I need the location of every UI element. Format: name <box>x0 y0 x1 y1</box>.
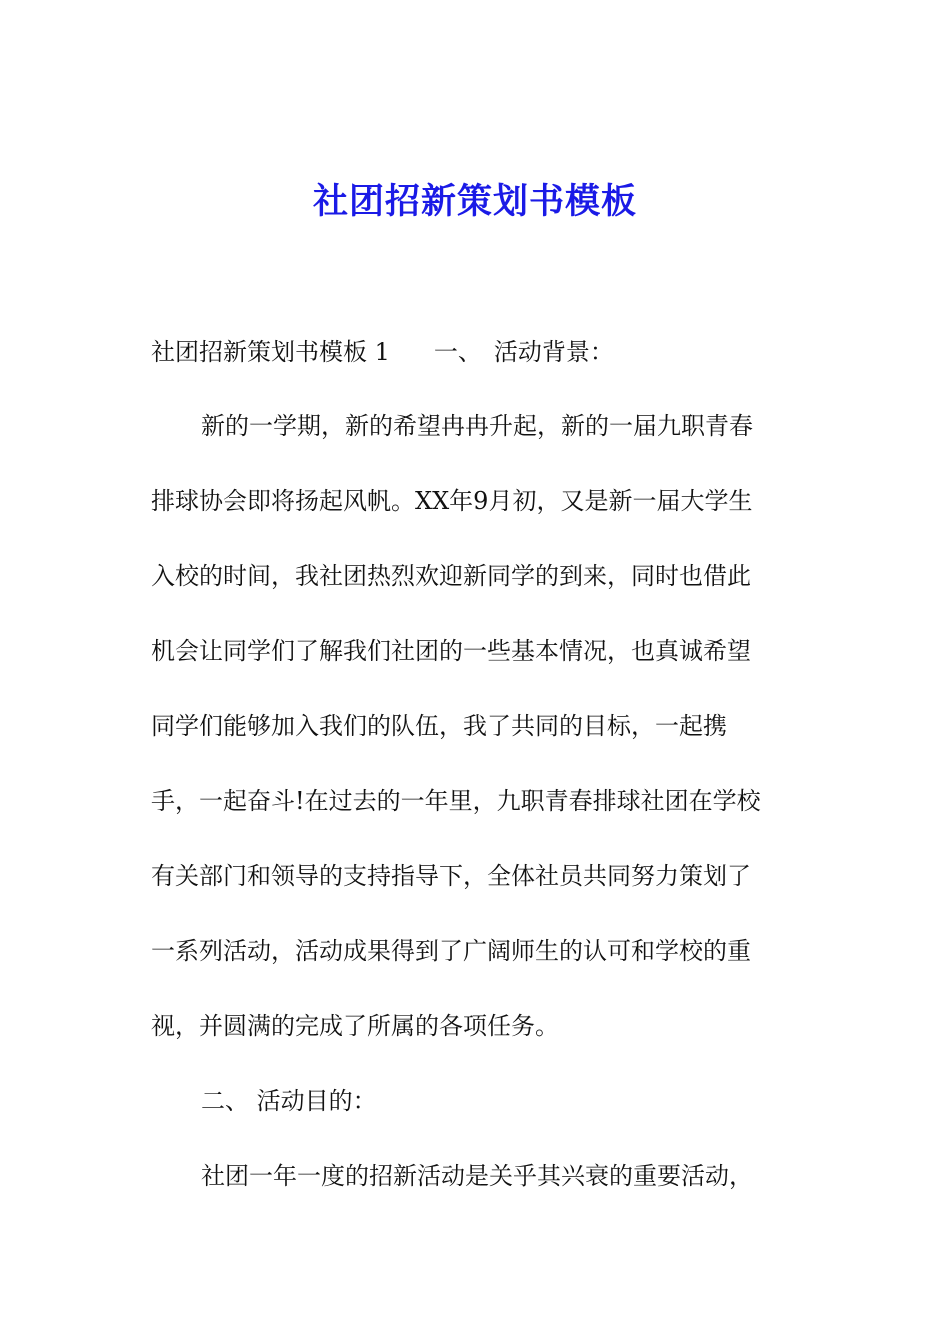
section-heading-2: 二、 活动目的： <box>201 1087 377 1115</box>
paragraph-line: 一系列活动，活动成果得到了广阔师生的认可和学校的重 <box>151 937 751 965</box>
paragraph-line: 排球协会即将扬起风帆。XX年9月初，又是新一届大学生 <box>151 487 753 515</box>
paragraph-line: 入校的时间，我社团热烈欢迎新同学的到来，同时也借此 <box>151 562 751 590</box>
section-title: 活动背景： <box>493 338 614 366</box>
paragraph-line: 手，一起奋斗!在过去的一年里，九职青春排球社团在学校 <box>151 787 761 815</box>
paragraph-line: 机会让同学们了解我们社团的一些基本情况，也真诚希望 <box>151 637 751 665</box>
paragraph-line: 视，并圆满的完成了所属的各项任务。 <box>151 1012 559 1040</box>
paragraph-line: 有关部门和领导的支持指导下，全体社员共同努力策划了 <box>151 862 751 890</box>
paragraph-line: 同学们能够加入我们的队伍，我了共同的目标，一起携 <box>151 712 727 740</box>
section-number: 一、 <box>433 338 482 366</box>
paragraph-line: 社团一年一度的招新活动是关乎其兴衰的重要活动， <box>201 1162 753 1190</box>
paragraph-line: 新的一学期，新的希望冉冉升起，新的一届九职青春 <box>201 412 753 440</box>
document-title: 社团招新策划书模板 <box>312 181 637 222</box>
section-heading-1 <box>151 335 614 369</box>
doc-name-label: 社团招新策划书模板 1 <box>151 338 390 366</box>
